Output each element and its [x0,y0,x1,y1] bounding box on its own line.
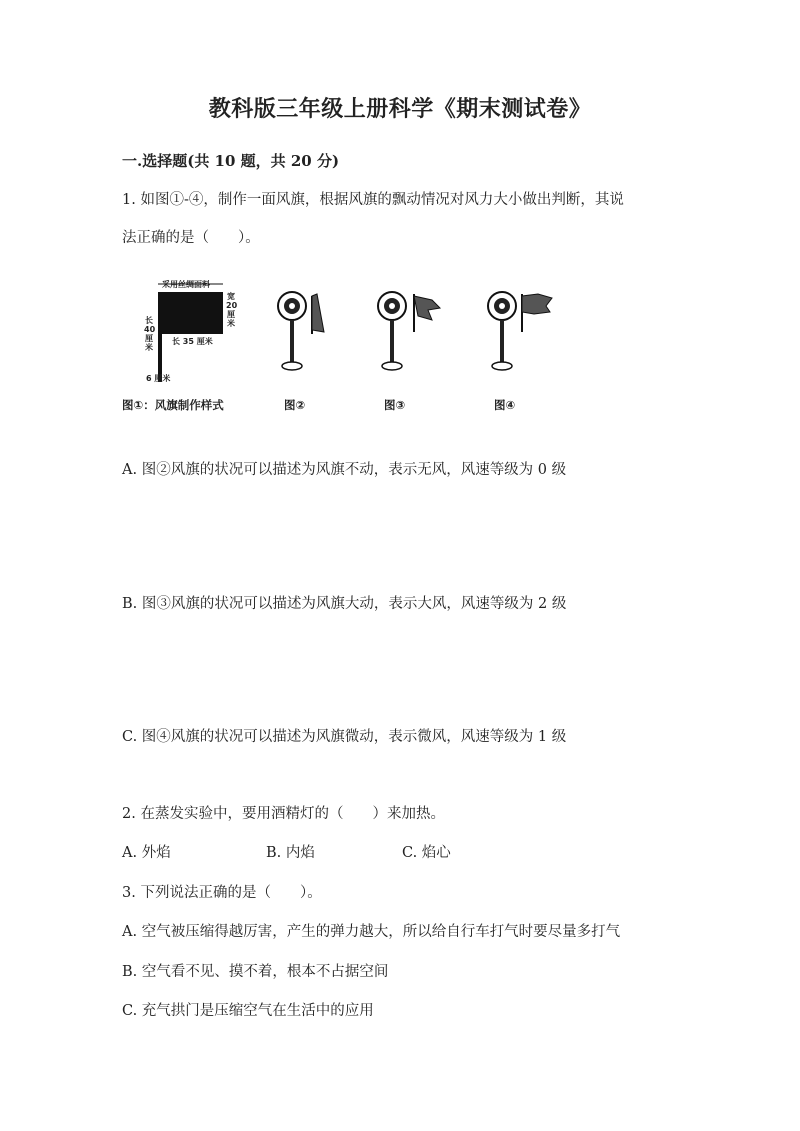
caption-fig1: 图①：风旗制作样式 [122,398,224,412]
material-label: 采用丝绸面料 [162,280,210,289]
q3-stem: 3. 下列说法正确的是（ ）。 [122,885,322,901]
q1-option-b: B. 图③风旗的状况可以描述为风旗大动，表示大风，风速等级为 2 级 [122,596,567,612]
q3-option-a: A. 空气被压缩得越厉害，产生的弹力越大，所以给自行车打气时要尽量多打气 [122,924,621,940]
q1-option-a: A. 图②风旗的状况可以描述为风旗不动，表示无风，风速等级为 0 级 [122,462,567,478]
q2-option-b: B. 内焰 [266,845,315,861]
fan-figure-3 [378,292,440,370]
caption-fig3: 图③ [384,398,406,412]
bottom-label: 6 厘米 [146,374,171,383]
q3-option-c: C. 充气拱门是压缩空气在生活中的应用 [122,1003,374,1019]
length-label: 长40厘米 [144,316,156,352]
q2-option-c: C. 焰心 [402,845,451,861]
fan-figure-2 [278,292,324,370]
fan-figure-4 [488,292,552,370]
q1-figure [122,272,562,422]
q3-option-b: B. 空气看不见、摸不着，根本不占据空间 [122,964,389,980]
width-label: 宽20厘米 [226,292,238,328]
caption-fig4: 图④ [494,398,516,412]
section-heading: 一.选择题(共 10 题，共 20 分) [122,152,340,170]
q1-stem-line2: 法正确的是（ ）。 [122,230,260,246]
flag-design-diagram [158,284,223,382]
page-title: 教科版三年级上册科学《期末测试卷》 [208,96,592,122]
q2-stem: 2. 在蒸发实验中，要用酒精灯的（ ）来加热。 [122,806,445,822]
q1-option-c: C. 图④风旗的状况可以描述为风旗微动，表示微风，风速等级为 1 级 [122,729,567,745]
caption-fig2: 图② [284,398,306,412]
q2-option-a: A. 外焰 [122,845,171,861]
length35-label: 长 35 厘米 [172,337,213,346]
q1-stem-line1: 1. 如图①-④，制作一面风旗，根据风旗的飘动情况对风力大小做出判断，其说 [122,192,624,208]
